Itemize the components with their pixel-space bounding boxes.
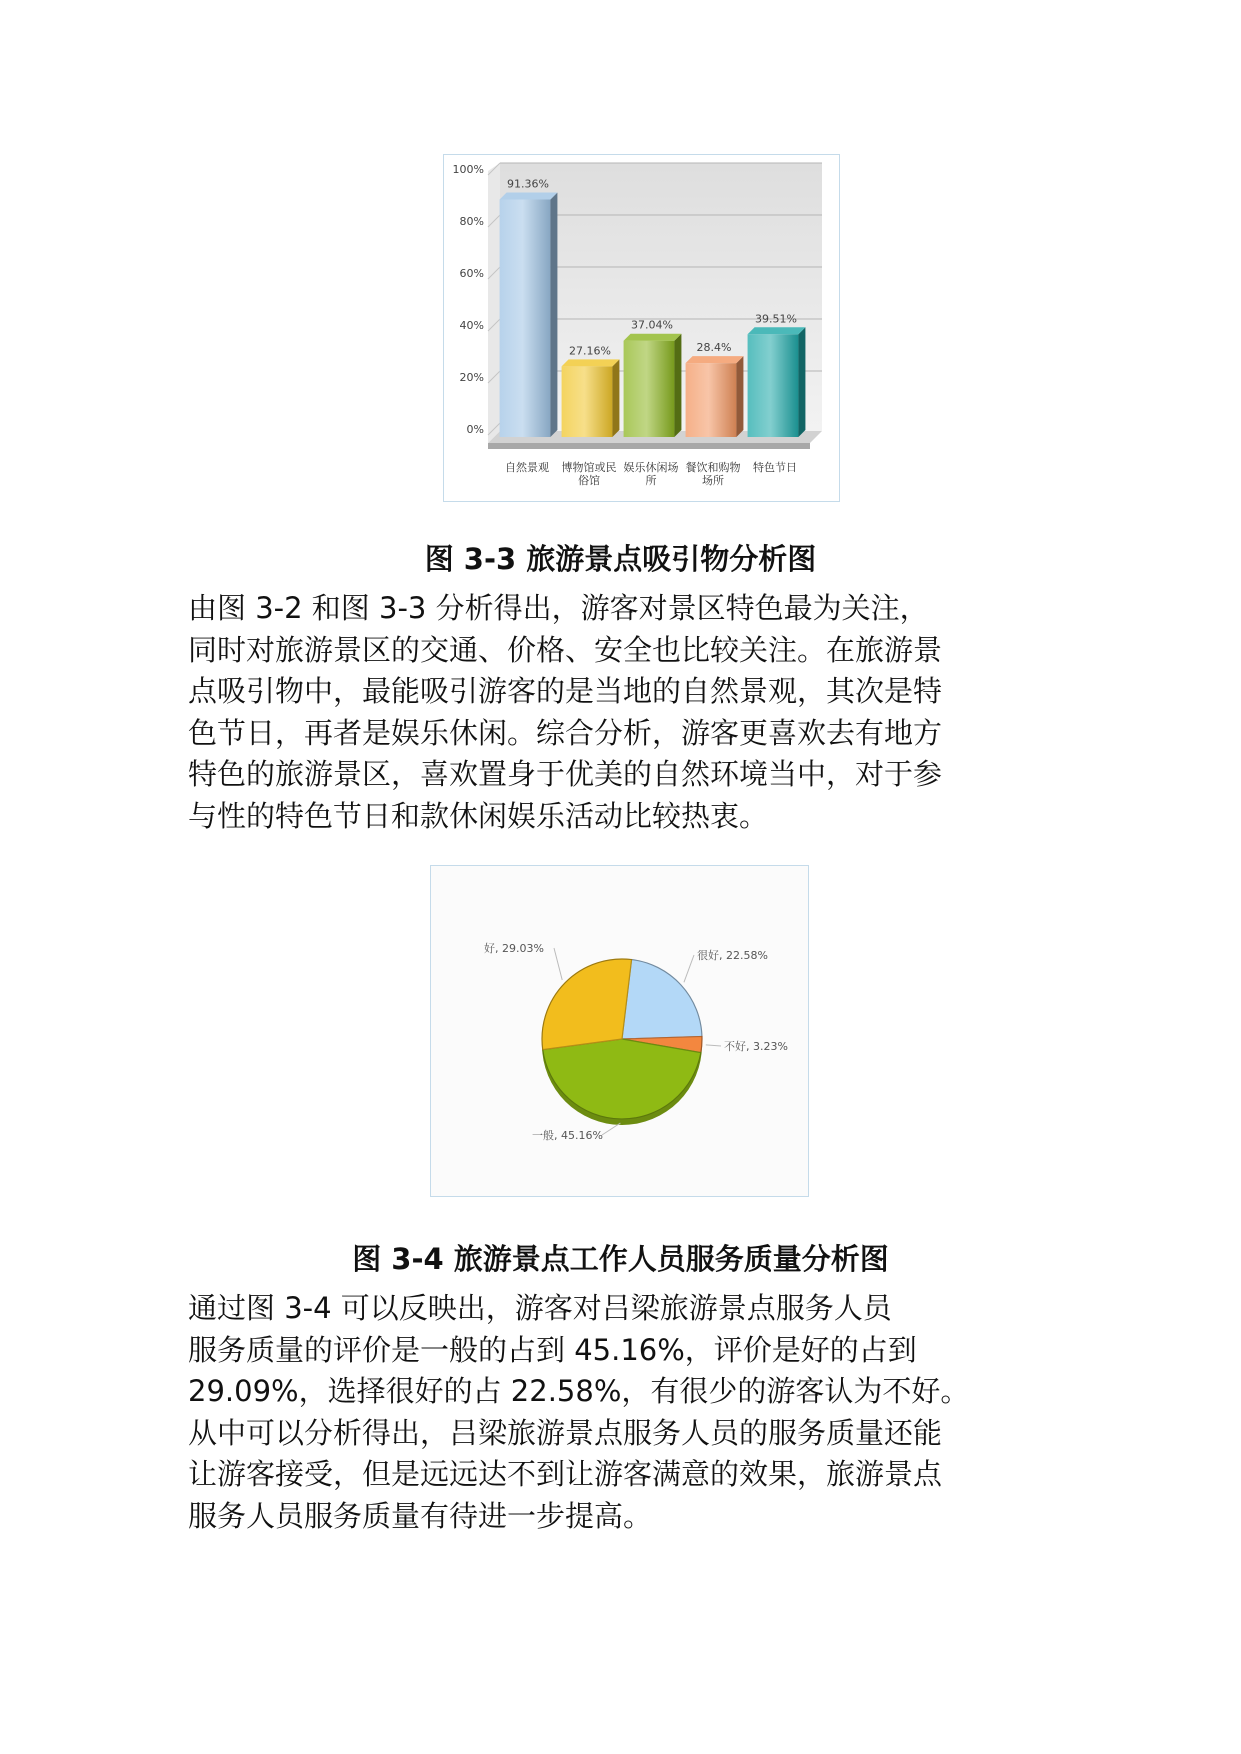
pie-slice-label: 不好, 3.23% xyxy=(724,1040,788,1053)
bar-side xyxy=(674,334,681,437)
y-tick-label: 0% xyxy=(466,423,484,436)
bar xyxy=(500,199,551,437)
pie-leader-line xyxy=(602,1123,620,1135)
bar-top xyxy=(748,327,806,334)
pie-leader-line xyxy=(684,955,694,982)
paragraph-1-line: 与性的特色节日和款休闲娱乐活动比较热衷。 xyxy=(188,798,769,833)
x-tick-label: 自然景观 xyxy=(505,461,549,474)
plot-floor-edge xyxy=(488,443,810,449)
x-tick-label: 俗馆 xyxy=(578,474,600,487)
pie-slice xyxy=(542,959,632,1050)
paragraph-1-line: 同时对旅游景区的交通、价格、安全也比较关注。在旅游景 xyxy=(188,632,943,667)
bar-top xyxy=(686,356,744,363)
bar xyxy=(686,363,737,437)
x-tick-label: 娱乐休闲场 xyxy=(623,461,679,474)
bar xyxy=(624,341,675,437)
paragraph-1-line: 点吸引物中，最能吸引游客的是当地的自然景观，其次是特 xyxy=(188,674,943,708)
x-tick-label: 特色节日 xyxy=(753,461,797,474)
service-quality-pie-chart-svg xyxy=(431,866,808,1196)
bar-side xyxy=(736,356,743,437)
x-tick-label: 场所 xyxy=(702,474,724,487)
plot-side-wall xyxy=(488,163,500,443)
paragraph-1-line: 色节日，再者是娱乐休闲。综合分析，游客更喜欢去有地方 xyxy=(188,715,943,750)
bar-value-label: 28.4% xyxy=(696,341,732,355)
bar-value-label: 27.16% xyxy=(569,344,611,358)
pie-leader-line xyxy=(706,1045,721,1046)
y-tick-label: 80% xyxy=(459,215,484,228)
x-tick-label: 餐饮和购物 xyxy=(685,461,741,474)
bar-side xyxy=(550,192,557,437)
figure-3-4-caption: 图 3-4 旅游景点工作人员服务质量分析图 xyxy=(352,1242,889,1276)
x-tick-label: 所 xyxy=(645,474,657,487)
paragraph-2 xyxy=(188,1288,1068,1537)
figure-3-3-caption: 图 3-3 旅游景点吸引物分析图 xyxy=(424,542,817,576)
bar xyxy=(562,366,613,437)
bar-value-label: 39.51% xyxy=(755,312,797,326)
pie-slice-label: 很好, 22.58% xyxy=(697,949,768,962)
paragraph-2-line: 服务人员服务质量有待进一步提高。 xyxy=(188,1498,653,1533)
bar-top xyxy=(562,359,620,366)
pie-slice-label: 好, 29.03% xyxy=(484,942,544,955)
attraction-bar-chart xyxy=(443,154,840,502)
y-tick-label: 20% xyxy=(459,371,484,384)
paragraph-2-line: 通过图 3-4 可以反映出，游客对吕梁旅游景点服务人员 xyxy=(188,1291,892,1325)
attraction-bar-chart-svg xyxy=(444,155,839,501)
y-tick-label: 100% xyxy=(452,163,484,176)
paragraph-2-line: 服务质量的评价是一般的占到 45.16%，评价是好的占到 xyxy=(188,1332,917,1367)
paragraph-1-line: 由图 3-2 和图 3-3 分析得出，游客对景区特色最为关注， xyxy=(188,591,929,625)
y-tick-label: 60% xyxy=(459,267,484,280)
bar-top xyxy=(624,334,682,341)
bar-value-label: 37.04% xyxy=(631,318,673,332)
paragraph-2-line: 从中可以分析得出，吕梁旅游景点服务人员的服务质量还能 xyxy=(188,1415,943,1450)
service-quality-pie-chart xyxy=(430,865,809,1197)
x-tick-label: 博物馆或民 xyxy=(561,461,617,474)
pie-slice xyxy=(543,1039,701,1119)
bar-top xyxy=(500,192,558,199)
pie-leader-line xyxy=(554,948,562,980)
bar-side xyxy=(612,359,619,437)
pie-slice-label: 一般, 45.16% xyxy=(532,1129,603,1142)
bar-value-label: 91.36% xyxy=(507,177,549,191)
paragraph-2-line: 29.09%，选择很好的占 22.58%，有很少的游客认为不好。 xyxy=(188,1374,970,1408)
paragraph-2-line: 让游客接受，但是远远达不到让游客满意的效果，旅游景点 xyxy=(188,1457,943,1491)
paragraph-1-line: 特色的旅游景区，喜欢置身于优美的自然环境当中，对于参 xyxy=(188,757,943,791)
bar-side xyxy=(798,327,805,437)
pie-slice xyxy=(622,960,702,1039)
bar xyxy=(748,334,799,437)
y-tick-label: 40% xyxy=(459,319,484,332)
paragraph-1 xyxy=(188,588,1068,837)
